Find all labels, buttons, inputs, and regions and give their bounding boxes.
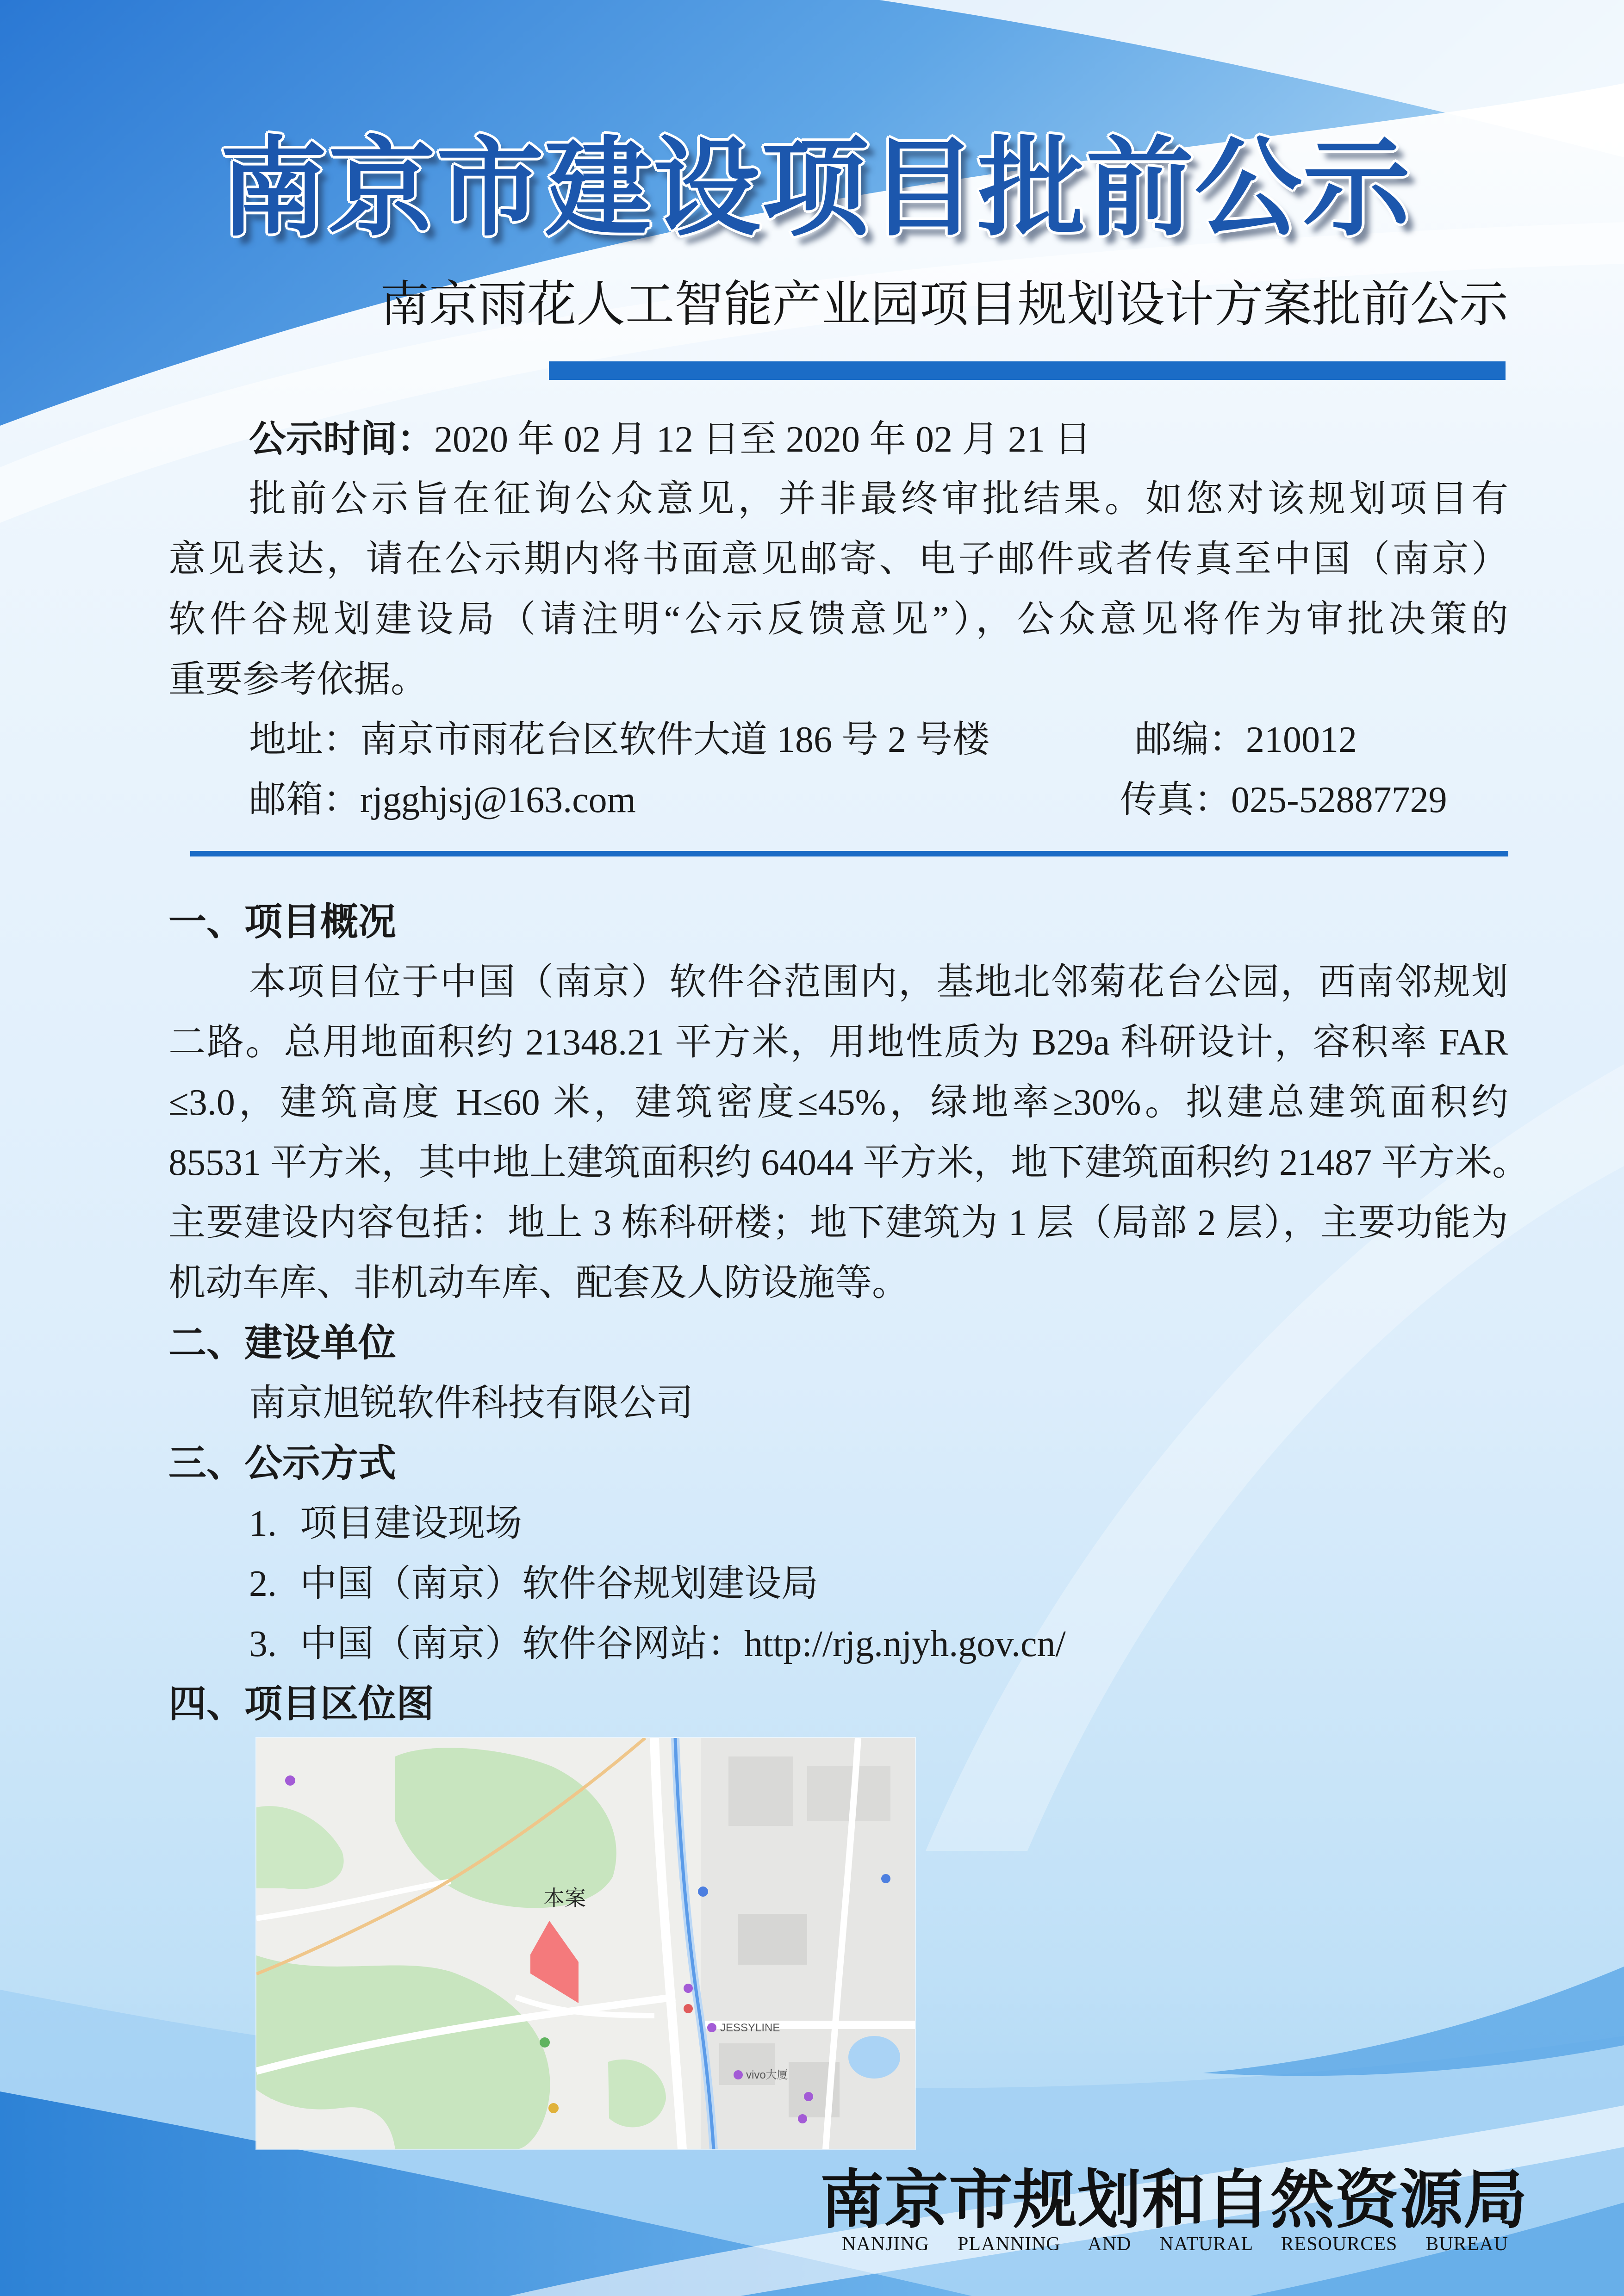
page-title: 南京市建设项目批前公示 xyxy=(220,124,1412,251)
location-map xyxy=(256,1738,915,2149)
section-heading-developer: 二、建设单位 xyxy=(168,1322,397,1364)
overview-line: 二路。总用地面积约 21348.21 平方米，用地性质为 B29a 科研设计，容积率 FAR xyxy=(168,1022,1508,1063)
method-item-number: 3. xyxy=(249,1624,277,1664)
email-label: 邮箱： xyxy=(249,780,360,820)
map-poi-marker xyxy=(684,1984,693,1993)
address-value: 南京市雨花台区软件大道 186 号 2 号楼 xyxy=(360,720,989,760)
section-heading-location: 四、项目区位图 xyxy=(168,1683,435,1725)
sections-block xyxy=(168,892,1529,1734)
developer-name: 南京旭锐软件科技有限公司 xyxy=(249,1383,693,1424)
issuing-authority: 南京市规划和自然资源局 xyxy=(820,2162,1528,2237)
map-poi-marker xyxy=(798,2114,807,2123)
notice-block xyxy=(168,409,1508,830)
project-subtitle: 南京雨花人工智能产业园项目规划设计方案批前公示 xyxy=(380,277,1508,332)
header-accent-bar xyxy=(549,361,1506,380)
fax xyxy=(1120,770,1447,830)
map-building-block xyxy=(738,1914,807,1965)
map-pond xyxy=(848,2036,900,2079)
overview-line: 主要建设内容包括：地上 3 栋科研楼；地下建筑为 1 层（局部 2 层），主要功能为 xyxy=(168,1203,1508,1243)
method-item-text: 中国（南京）软件谷网站：http://rjg.njyh.gov.cn/ xyxy=(300,1624,1066,1664)
method-item xyxy=(168,1614,1508,1674)
method-item-text: 项目建设现场 xyxy=(300,1503,522,1544)
overview-line: 85531 平方米，其中地上建筑面积约 64044 平方米，地下建筑面积约 21487 平方米。 xyxy=(168,1142,1529,1183)
map-poi-marker xyxy=(540,2037,550,2048)
issuing-authority-english: NANJING PLANNING AND NATURAL RESOURCES BUREAU xyxy=(842,2234,1508,2255)
contact-row-address xyxy=(168,710,1508,770)
notice-intro-line: 重要参考依据。 xyxy=(168,659,428,700)
map-poi-label: JESSYLINE xyxy=(720,2022,780,2034)
email-value: rjgghjsj@163.com xyxy=(360,780,636,820)
postcode-value: 210012 xyxy=(1246,720,1357,760)
address-label: 地址： xyxy=(249,720,360,760)
method-item-number: 1. xyxy=(249,1503,277,1544)
map-poi-marker xyxy=(804,2092,813,2101)
notice-intro-line: 软件谷规划建设局（请注明“公示反馈意见”），公众意见将作为审批决策的 xyxy=(168,599,1508,640)
notice-period xyxy=(168,409,1508,469)
location-map-graphic xyxy=(256,1738,915,2149)
notice-intro-line: 批前公示旨在征询公众意见，并非最终审批结果。如您对该规划项目有 xyxy=(249,479,1508,520)
method-item-text: 中国（南京）软件谷规划建设局 xyxy=(300,1564,818,1604)
map-poi-marker xyxy=(881,1874,890,1883)
overview-line: ≤3.0，建筑高度 H≤60 米，建筑密度≤45%，绿地率≥30%。拟建总建筑面积约 xyxy=(168,1082,1508,1123)
overview-line: 机动车库、非机动车库、配套及人防设施等。 xyxy=(168,1263,909,1303)
section-divider xyxy=(190,851,1508,856)
contact-row-email xyxy=(168,770,1508,830)
map-building-block xyxy=(807,1766,890,1821)
map-poi-marker xyxy=(734,2070,743,2079)
notice-period-label: 公示时间： xyxy=(249,418,434,459)
section-heading-overview: 一、项目概况 xyxy=(168,901,397,943)
project-site-label: 本案 xyxy=(543,1886,586,1910)
map-poi-marker xyxy=(707,2023,716,2032)
map-poi-marker xyxy=(684,2004,693,2013)
map-poi-marker xyxy=(698,1886,708,1897)
map-poi-label: vivo大厦 xyxy=(746,2069,788,2081)
fax-value: 025-52887729 xyxy=(1231,780,1447,820)
map-building-block xyxy=(728,1756,793,1826)
method-item xyxy=(168,1554,1508,1614)
notice-intro-line: 意见表达，请在公示期内将书面意见邮寄、电子邮件或者传真至中国（南京） xyxy=(168,539,1508,580)
fax-label: 传真： xyxy=(1120,780,1231,820)
map-poi-marker xyxy=(548,2103,559,2113)
postcode xyxy=(1135,710,1357,770)
notice-period-value: 2020 年 02 月 12 日至 2020 年 02 月 21 日 xyxy=(434,419,1091,460)
postcode-label: 邮编： xyxy=(1135,720,1246,760)
section-heading-methods: 三、公示方式 xyxy=(168,1442,397,1484)
method-item-number: 2. xyxy=(249,1564,277,1604)
overview-line: 本项目位于中国（南京）软件谷范围内，基地北邻菊花台公园，西南邻规划 xyxy=(249,962,1508,1003)
method-item xyxy=(168,1494,1508,1554)
map-poi-marker xyxy=(285,1775,295,1786)
